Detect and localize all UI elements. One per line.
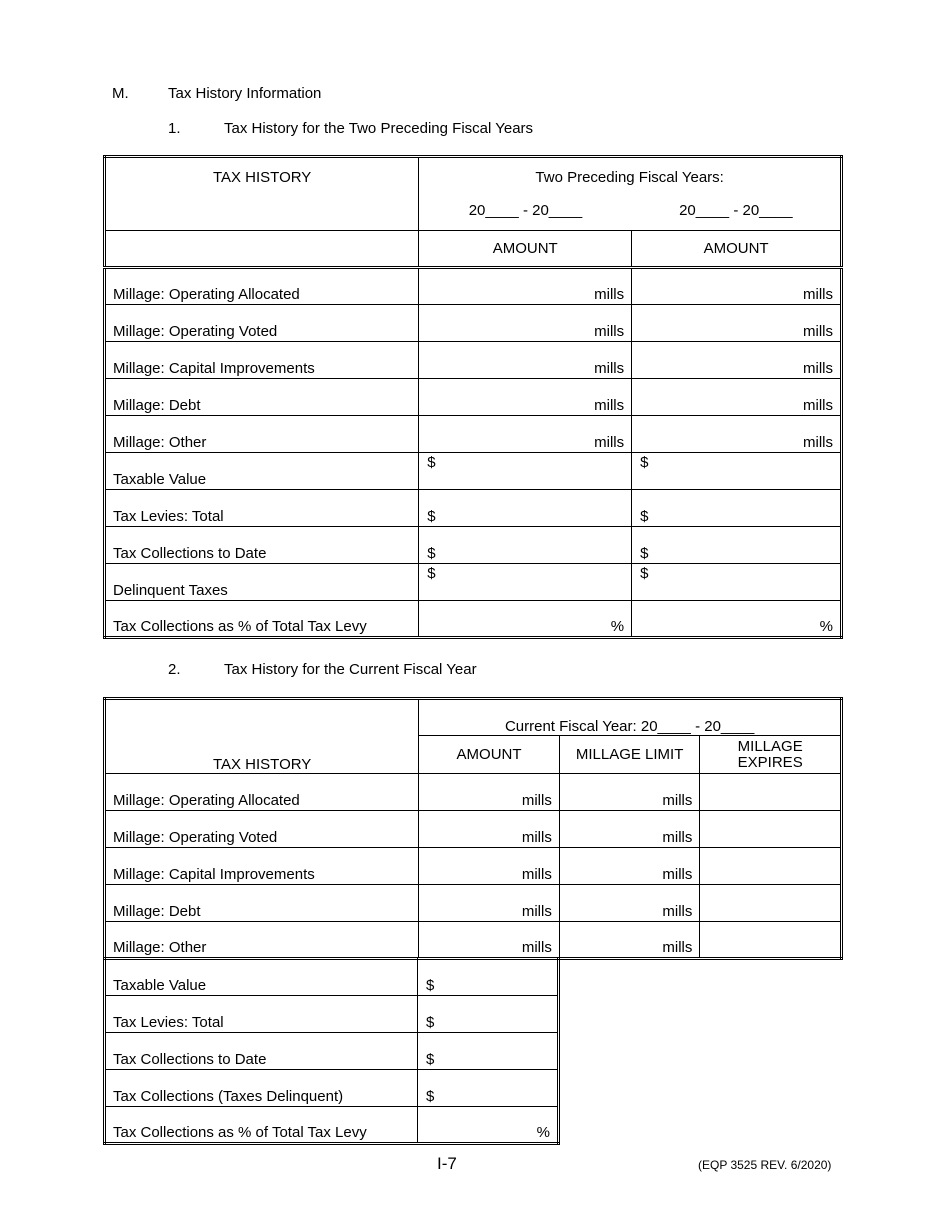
amount-cell[interactable]: %	[418, 1106, 559, 1143]
amount-cell[interactable]: mills	[419, 848, 560, 885]
table-row	[105, 995, 559, 1032]
amount-cell[interactable]: $	[418, 1069, 559, 1106]
row-label: Tax Collections as % of Total Tax Levy	[105, 601, 419, 638]
millage-limit-cell[interactable]: mills	[559, 848, 700, 885]
row-label: Millage: Operating Voted	[105, 811, 419, 848]
amount-cell[interactable]: mills	[632, 305, 842, 342]
amount-cell[interactable]: mills	[419, 268, 632, 305]
row-label: Millage: Other	[105, 922, 419, 959]
amount-cell[interactable]: mills	[632, 342, 842, 379]
row-label: Tax Collections as % of Total Tax Levy	[105, 1106, 418, 1143]
amount-cell[interactable]: mills	[419, 416, 632, 453]
page-number: I-7	[437, 1154, 457, 1173]
millage-limit-cell[interactable]: mills	[559, 774, 700, 811]
subsection-1-title: Tax History for the Two Preceding Fiscal Years	[224, 120, 534, 137]
current-fiscal-year-header: Current Fiscal Year: 20____ - 20____	[419, 699, 842, 736]
millage-expires-cell[interactable]	[700, 811, 842, 848]
row-label: Tax Levies: Total	[105, 995, 418, 1032]
table-row	[105, 1106, 559, 1143]
tax-history-header: TAX HISTORY	[105, 699, 419, 774]
millage-expires-cell[interactable]	[700, 885, 842, 922]
table-row	[105, 811, 842, 848]
table-row	[105, 342, 842, 379]
table-row	[105, 453, 842, 490]
table-row	[105, 1032, 559, 1069]
millage-limit-cell[interactable]: mills	[559, 922, 700, 959]
two-preceding-years-header: Two Preceding Fiscal Years:	[419, 157, 842, 194]
millage-expires-header: MILLAGE EXPIRES	[700, 736, 842, 774]
table-row	[105, 1069, 559, 1106]
row-label: Millage: Operating Voted	[105, 305, 419, 342]
amount-cell[interactable]: mills	[419, 885, 560, 922]
amount-cell[interactable]: $	[632, 490, 842, 527]
amount-cell[interactable]: mills	[632, 379, 842, 416]
millage-expires-cell[interactable]	[700, 774, 842, 811]
row-label: Tax Collections (Taxes Delinquent)	[105, 1069, 418, 1106]
millage-limit-header: MILLAGE LIMIT	[559, 736, 700, 774]
amount-header-1: AMOUNT	[419, 231, 632, 268]
table-row	[105, 379, 842, 416]
subsection-2-title: Tax History for the Current Fiscal Year	[224, 661, 477, 678]
section-title: Tax History Information	[168, 85, 322, 102]
amount-cell[interactable]: $	[418, 995, 559, 1032]
amount-cell[interactable]: %	[419, 601, 632, 638]
amount-cell[interactable]: $	[632, 453, 842, 490]
table-row	[105, 601, 842, 638]
table-row	[105, 305, 842, 342]
row-label: Millage: Debt	[105, 379, 419, 416]
row-label: Millage: Other	[105, 416, 419, 453]
millage-limit-cell[interactable]: mills	[559, 811, 700, 848]
amount-cell[interactable]: mills	[419, 305, 632, 342]
table-row	[105, 416, 842, 453]
amount-cell[interactable]: mills	[632, 416, 842, 453]
amount-cell[interactable]: mills	[632, 268, 842, 305]
amount-cell[interactable]: $	[418, 1032, 559, 1069]
amount-header: AMOUNT	[419, 736, 560, 774]
amount-header-2: AMOUNT	[632, 231, 842, 268]
row-label: Millage: Debt	[105, 885, 419, 922]
millage-expires-cell[interactable]	[700, 848, 842, 885]
row-label: Millage: Operating Allocated	[105, 268, 419, 305]
year-range-2: 20____ - 20____	[632, 194, 842, 231]
amount-cell[interactable]: $	[419, 527, 632, 564]
row-label: Delinquent Taxes	[105, 564, 419, 601]
row-label: Millage: Capital Improvements	[105, 848, 419, 885]
tax-history-header: TAX HISTORY	[105, 157, 419, 231]
row-label: Taxable Value	[105, 453, 419, 490]
table-row	[105, 268, 842, 305]
amount-cell[interactable]: mills	[419, 342, 632, 379]
amount-cell[interactable]: mills	[419, 811, 560, 848]
amount-cell[interactable]: %	[632, 601, 842, 638]
row-label: Millage: Operating Allocated	[105, 774, 419, 811]
millage-limit-cell[interactable]: mills	[559, 885, 700, 922]
row-label: Tax Levies: Total	[105, 490, 419, 527]
current-year-values-table	[103, 958, 560, 1145]
amount-cell[interactable]: $	[419, 453, 632, 490]
amount-cell[interactable]: mills	[419, 774, 560, 811]
preceding-years-table	[103, 155, 843, 639]
table-row	[105, 848, 842, 885]
amount-cell[interactable]: $	[419, 564, 632, 601]
row-label: Taxable Value	[105, 958, 418, 995]
amount-cell[interactable]: $	[632, 564, 842, 601]
table-row	[105, 922, 842, 959]
table-row	[105, 958, 559, 995]
amount-cell[interactable]: mills	[419, 922, 560, 959]
row-label: Tax Collections to Date	[105, 527, 419, 564]
row-label: Tax Collections to Date	[105, 1032, 418, 1069]
table-row	[105, 564, 842, 601]
row-label: Millage: Capital Improvements	[105, 342, 419, 379]
table-row	[105, 885, 842, 922]
subsection-1-number: 1.	[168, 120, 181, 137]
subsection-2-number: 2.	[168, 661, 181, 678]
form-id: (EQP 3525 REV. 6/2020)	[698, 1158, 832, 1172]
amount-cell[interactable]: mills	[419, 379, 632, 416]
millage-expires-cell[interactable]	[700, 922, 842, 959]
year-range-1: 20____ - 20____	[419, 194, 632, 231]
table-row	[105, 527, 842, 564]
table-row	[105, 774, 842, 811]
amount-cell[interactable]: $	[632, 527, 842, 564]
section-letter: M.	[112, 85, 129, 102]
current-year-millage-table	[103, 697, 843, 960]
amount-cell[interactable]: $	[419, 490, 632, 527]
amount-cell[interactable]: $	[418, 958, 559, 995]
table-row	[105, 490, 842, 527]
